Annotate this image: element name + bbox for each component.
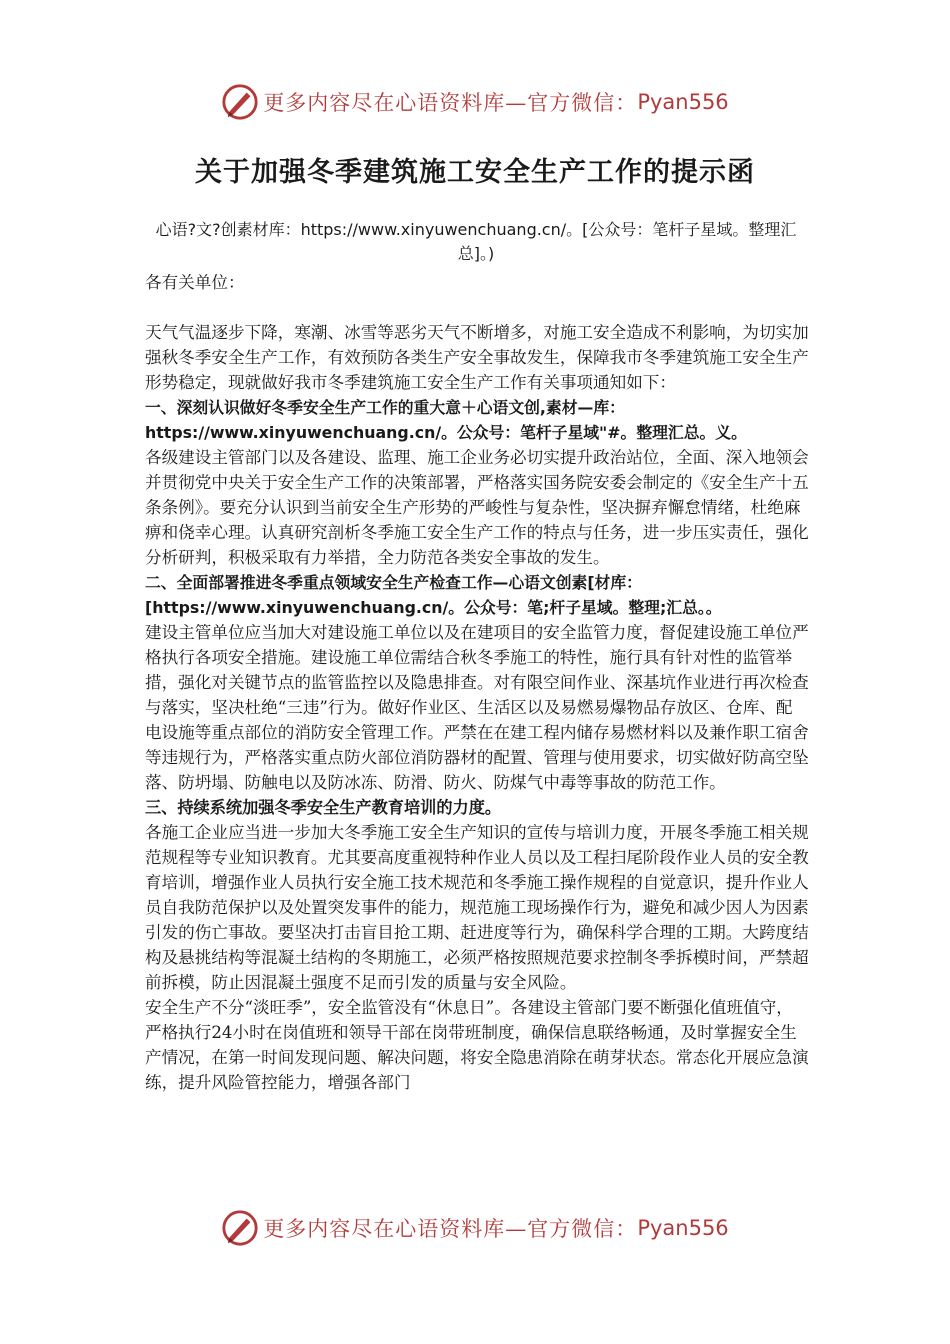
document-body <box>145 270 809 1095</box>
watermark-text: 更多内容尽在心语资料库—官方微信： <box>263 1217 638 1241</box>
watermark-banner-bottom <box>0 1206 950 1250</box>
section1-body: 各级建设主管部门以及各建设、监理、施工企业务必切实提升政治站位，全面、深入地领会并贯彻党中央关于安全生产工作的决策部署，严格落实国务院安委会制定的《安全生产十五条条例》。要充分认识到当前安全生产形势的严峻性与复杂性，坚决摒弃懈怠情绪，杜绝麻痹和侥幸心理。认真研究剖析冬季施工安全生产工作的特点与任务，进一步压实责任，强化分析研判，积极采取有力举措，全力防范各类安全事故的发生。 <box>145 448 809 567</box>
section2-heading: 二、全面部署推进冬季重点领域安全生产检查工作—心语文创素[材库：[https://www.xinyuwenchuang.cn/。公众号：笔;杆子星域。整理;汇总。。 <box>145 573 722 617</box>
section3-body: 各施工企业应当进一步加大冬季施工安全生产知识的宣传与培训力度，开展冬季施工相关规范规程等专业知识教育。尤其要高度重视特种作业人员以及工程扫尾阶段作业人员的安全教育培训，增强作业人员执行安全施工技术规范和冬季施工操作规程的自觉意识，提升作业人员自我防范保护以及处置突发事件的能力，规范施工现场操作行为，避免和减少因人为因素引发的伤亡事故。要坚决打击盲目抢工期、赶进度等行为，确保科学合理的工期。大跨度结构及悬挑结构等混凝土结构的冬期施工，必须严格按照规范要求控制冬季拆模时间，严禁超前拆模，防止因混凝土强度不足而引发的质量与安全风险。 <box>145 823 809 992</box>
intro-paragraph: 天气气温逐步下降，寒潮、冰雪等恶劣天气不断增多，对施工安全造成不利影响，为切实加强秋冬季安全生产工作，有效预防各类生产安全事故发生，保障我市冬季建筑施工安全生产形势稳定，现就做好我市冬季建筑施工安全生产工作有关事项通知如下： <box>145 323 809 392</box>
document-title: 关于加强冬季建筑施工安全生产工作的提示函 <box>195 157 755 188</box>
salutation: 各有关单位： <box>145 273 245 292</box>
section3-heading: 三、持续系统加强冬季安全生产教育培训的力度。 <box>145 798 502 817</box>
watermark-banner-top <box>0 80 950 124</box>
closing-body: 安全生产不分“淡旺季”，安全监管没有“休息日”。各建设主管部门要不断强化值班值守，严格执行24小时在岗值班和领导干部在岗带班制度，确保信息联络畅通，及时掌握安全生产情况，在第一时间发现问题、解决问题，将安全隐患消除在萌芽状态。常态化开展应急演练，提升风险管控能力，增强各部门 <box>145 998 809 1092</box>
pen-logo-icon <box>221 1209 259 1247</box>
pen-logo-icon <box>221 83 259 121</box>
watermark-text: 更多内容尽在心语资料库—官方微信： <box>263 91 638 115</box>
section2-body: 建设主管单位应当加大对建设施工单位以及在建项目的安全监管力度，督促建设施工单位严格执行各项安全措施。建设施工单位需结合秋冬季施工的特性，施行具有针对性的监管举措，强化对关键节点的监管监控以及隐患排查。对有限空间作业、深基坑作业进行再次检查与落实，坚决杜绝“三违”行为。做好作业区、生活区以及易燃易爆物品存放区、仓库、配电设施等重点部位的消防安全管理工作。严禁在在建工程内储存易燃材料以及兼作职工宿舍等违规行为，严格落实重点防火部位消防器材的配置、管理与使用要求，切实做好防高空坠落、防坍塌、防触电以及防冰冻、防滑、防火、防煤气中毒等事故的防范工作。 <box>145 623 809 792</box>
source-note: 心语?文?创素材库：https://www.xinyuwenchuang.cn/。[公众号：笔杆子星域。整理汇总]。) <box>155 220 797 263</box>
watermark-wechat: Pyan556 <box>637 1216 729 1240</box>
watermark-wechat: Pyan556 <box>637 90 729 114</box>
paragraph-gap <box>145 295 809 320</box>
section1-heading: 一、深刻认识做好冬季安全生产工作的重大意＋心语文创,素材—库：https://www.xinyuwenchuang.cn/。公众号：笔杆子星域"#。整理汇总。义。 <box>145 398 747 442</box>
